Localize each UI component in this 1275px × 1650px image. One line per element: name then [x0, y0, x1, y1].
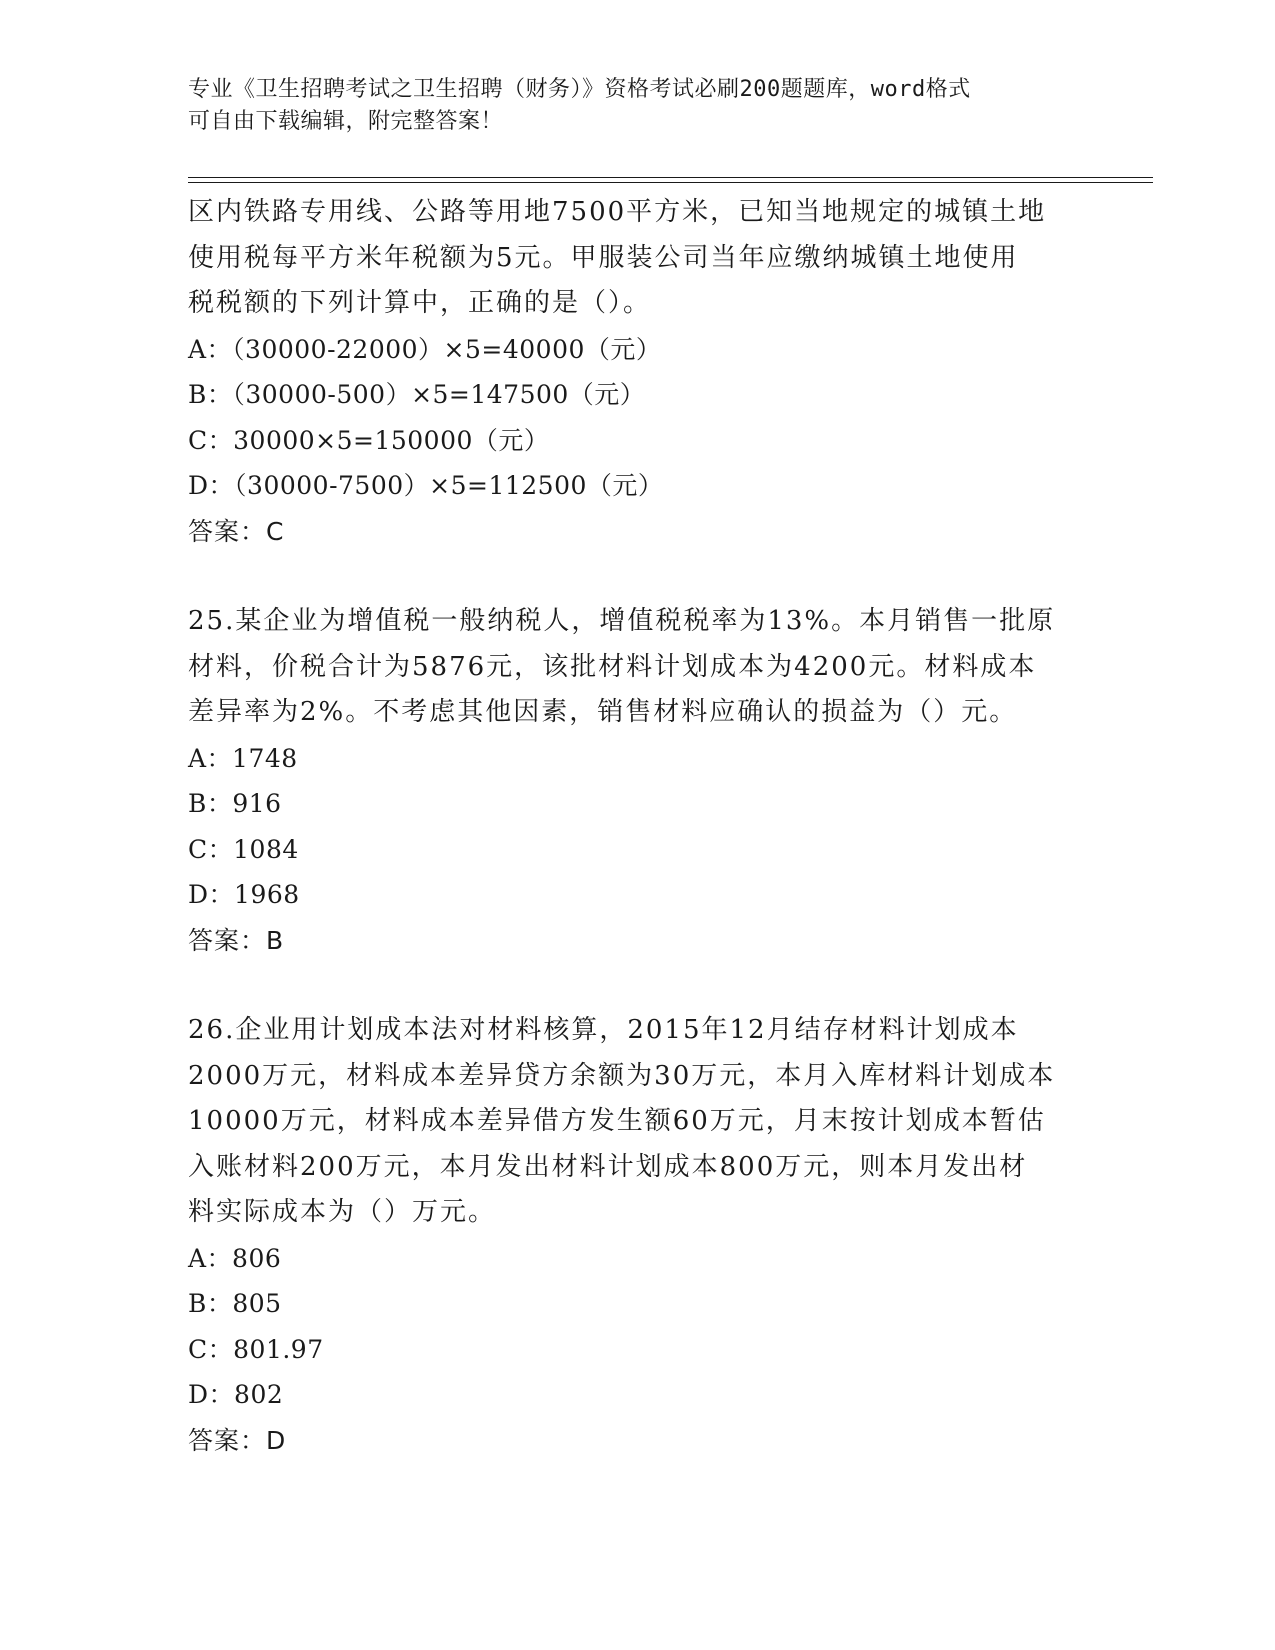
option-a: A：（30000-22000）×5=40000（元） [188, 334, 662, 364]
question-block [188, 190, 1088, 554]
option-c: C：30000×5=150000（元） [188, 425, 550, 455]
question-stem-line: 材料，价税合计为5876元，该批材料计划成本为4200元。材料成本 [188, 651, 1037, 682]
option-c: C：1084 [188, 834, 299, 864]
question-stem-line: 税税额的下列计算中，正确的是（）。 [188, 288, 652, 318]
answer-line: 答案：D [188, 1425, 287, 1455]
header-divider-bottom [188, 182, 1153, 183]
question-stem-line: 料实际成本为（）万元。 [188, 1197, 497, 1227]
answer-line: 答案：C [188, 516, 285, 546]
question-stem-line: 10000万元，材料成本差异借方发生额60万元，月末按计划成本暂估 [188, 1106, 1046, 1136]
question-stem-line: 入账材料200万元，本月发出材料计划成本800万元，则本月发出材 [188, 1151, 1028, 1182]
question-stem-line: 区内铁路专用线、公路等用地7500平方米，已知当地规定的城镇土地 [188, 197, 1047, 227]
option-b: B：916 [188, 789, 282, 818]
question-stem-line: 差异率为2%。不考虑其他因素，销售材料应确认的损益为（）元。 [188, 697, 1018, 727]
question-stem-line: 2000万元，材料成本差异贷方余额为30万元，本月入库材料计划成本 [188, 1060, 1056, 1091]
question-stem [188, 1008, 1088, 1236]
question-stem [188, 190, 1088, 327]
document-header [188, 74, 1088, 138]
option-d: D：1968 [188, 880, 300, 909]
question-stem-line: 26.企业用计划成本法对材料核算，2015年12月结存材料计划成本 [188, 1015, 1019, 1045]
option-b: B：805 [188, 1289, 282, 1318]
question-stem-line: 使用税每平方米年税额为5元。甲服装公司当年应缴纳城镇土地使用 [188, 242, 1019, 273]
option-a: A：806 [188, 1243, 282, 1273]
answer-line: 答案：B [188, 925, 285, 955]
question-stem [188, 599, 1088, 736]
option-b: B：（30000-500）×5=147500（元） [188, 380, 646, 409]
question-block [188, 599, 1088, 963]
option-c: C：801.97 [188, 1334, 324, 1364]
question-stem-line: 25.某企业为增值税一般纳税人，增值税税率为13%。本月销售一批原 [188, 606, 1056, 636]
header-divider-top [188, 177, 1153, 178]
question-list [188, 190, 1088, 1463]
question-block [188, 1008, 1088, 1463]
header-title-line-1: 专业《卫生招聘考试之卫生招聘（财务）》资格考试必刷200题题库，word格式 [188, 77, 971, 102]
header-title-line-2: 可自由下载编辑，附完整答案！ [188, 109, 504, 134]
option-d: D：（30000-7500）×5=112500（元） [188, 471, 664, 500]
option-a: A：1748 [188, 743, 298, 773]
option-d: D：802 [188, 1380, 284, 1409]
